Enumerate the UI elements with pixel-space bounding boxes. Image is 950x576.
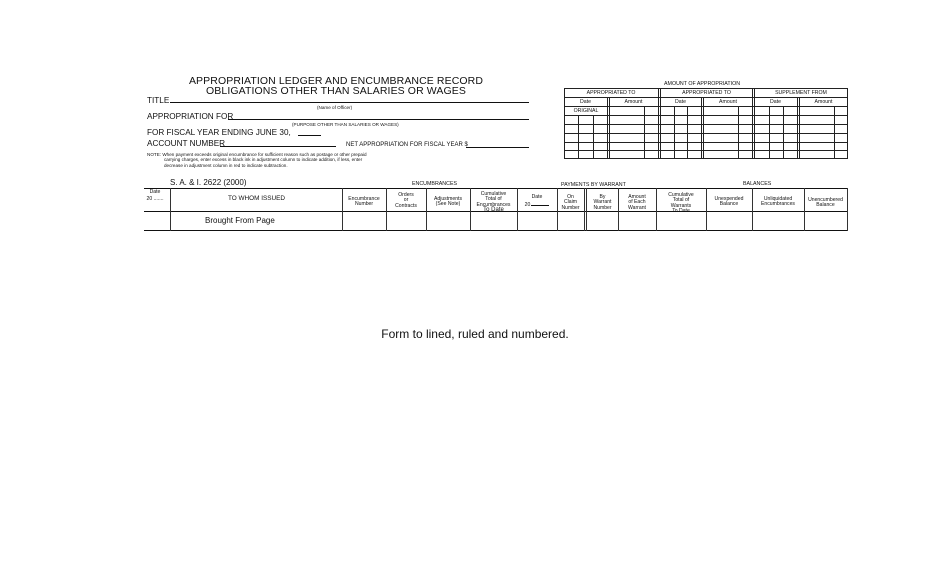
col-rule bbox=[804, 188, 805, 231]
col-header-to-whom-issued: TO WHOM ISSUED bbox=[227, 195, 286, 202]
section-encumbrances: ENCUMBRANCES bbox=[412, 181, 458, 187]
form-code: S. A. & I. 2622 (2000) bbox=[170, 178, 247, 187]
col-header-unliq-l2: Encumbrances bbox=[761, 201, 795, 208]
ledger-row-rule bbox=[144, 230, 848, 231]
col-header-claim-l2: Claim bbox=[563, 199, 578, 206]
col-header-orders-l3: Contracts bbox=[395, 202, 417, 209]
col-header-claim-number bbox=[557, 195, 584, 211]
appropriation-box bbox=[564, 88, 848, 159]
col-header-cumwar-l2: Total of bbox=[672, 197, 690, 204]
col-header-encumbrance-l1: Encumbrance bbox=[348, 196, 380, 202]
col-header-pdate-l2 bbox=[517, 203, 557, 208]
col-header-encumbrance-number bbox=[342, 197, 386, 208]
appropriation-box-title: AMOUNT OF APPROPRIATION bbox=[664, 81, 741, 87]
col-header-unliquidated-encumbrances bbox=[752, 197, 804, 208]
col-header-unexpended-balance bbox=[706, 197, 752, 208]
col-header-warrant-l1: By bbox=[599, 194, 606, 200]
fiscal-year-field-line[interactable] bbox=[298, 135, 321, 136]
col-header-pdate-l1: Date bbox=[531, 194, 543, 200]
col-header-warrant-number bbox=[587, 195, 618, 211]
col-header-orders-contracts bbox=[386, 193, 426, 209]
col-header-cumenc-l4: To Date bbox=[483, 206, 504, 213]
footer-note: Form to lined, ruled and numbered. bbox=[381, 327, 569, 341]
col-rule bbox=[847, 188, 848, 231]
appr-amount-3: Amount bbox=[814, 99, 833, 105]
col-header-cumulative-warrants bbox=[656, 193, 706, 214]
col-header-unexp-l2: Balance bbox=[719, 201, 739, 208]
form-title-line1: APPROPRIATION LEDGER AND ENCUMBRANCE RECORD bbox=[188, 75, 484, 87]
appr-original-label: ORIGINAL bbox=[565, 108, 607, 114]
col-header-cumenc-l1: Cumulative bbox=[480, 191, 507, 197]
appr-date-2: Date bbox=[675, 99, 686, 105]
appropriation-for-label: APPROPRIATION FOR bbox=[147, 112, 234, 121]
col-header-amount-l1: Amount bbox=[628, 194, 646, 200]
brought-from-page: Brought From Page bbox=[205, 216, 275, 225]
purpose-caption: (PURPOSE OTHER THAN SALARIES OR WAGES) bbox=[292, 122, 399, 127]
account-number-label: ACCOUNT NUMBER bbox=[147, 139, 226, 148]
col-header-orders-l2: or bbox=[403, 197, 409, 204]
appr-amount-2: Amount bbox=[719, 99, 737, 105]
net-appropriation-field-line[interactable] bbox=[466, 147, 529, 148]
title-field-line[interactable] bbox=[170, 102, 529, 103]
note-text bbox=[147, 152, 447, 168]
col-rule bbox=[342, 188, 343, 231]
col-header-encumbrance-l2: Number bbox=[354, 201, 374, 208]
name-of-officer-caption: (Name of Officer) bbox=[317, 105, 353, 110]
col-header-adjustments bbox=[426, 197, 470, 208]
col-header-cumulative-encumbrances bbox=[470, 192, 517, 213]
col-header-orders-l1: Orders bbox=[398, 192, 414, 198]
appr-amount-1: Amount bbox=[624, 99, 643, 105]
col-header-unliq-l1: Unliquidated bbox=[763, 196, 793, 202]
col-rule bbox=[706, 188, 707, 231]
col-header-cumenc-l3: Encumbrances bbox=[476, 201, 511, 208]
appr-group-3-header: SUPPLEMENT FROM bbox=[775, 90, 827, 96]
title-label: TITLE bbox=[147, 96, 170, 105]
net-appropriation-label: NET APPROPRIATION FOR FISCAL YEAR $ bbox=[346, 142, 468, 148]
col-header-unencumbered-balance bbox=[804, 198, 847, 209]
col-rule bbox=[170, 188, 171, 231]
appr-date-3: Date bbox=[770, 99, 781, 105]
col-header-cumwar-l4: To Date bbox=[672, 207, 690, 214]
col-header-date-l1: Date bbox=[149, 189, 161, 195]
account-number-field-line[interactable] bbox=[220, 146, 336, 147]
col-rule bbox=[584, 188, 585, 231]
col-header-warrant-l3: Number bbox=[593, 204, 612, 211]
col-header-date-l2: 20 ....... bbox=[146, 196, 164, 203]
col-rule bbox=[752, 188, 753, 231]
col-header-claim-l1: On bbox=[567, 194, 574, 200]
appropriation-for-field-line[interactable] bbox=[228, 119, 529, 120]
col-header-pdate-year: 20 bbox=[524, 202, 531, 209]
note-line-2: carrying charges, enter excess in black ink in adjustment column to indicate addition, if less, enter bbox=[164, 157, 363, 163]
note-line-3: decrease in adjustment column in red to indicate subtraction. bbox=[164, 162, 288, 168]
form-title-line2: OBLIGATIONS OTHER THAN SALARIES OR WAGES bbox=[206, 85, 466, 97]
col-header-amount-l2: of Each bbox=[628, 199, 646, 206]
col-header-claim-l3: Number bbox=[561, 204, 580, 211]
section-payments-by-warrant: PAYMENTS BY WARRANT bbox=[561, 182, 626, 188]
col-header-date bbox=[144, 190, 166, 203]
col-header-unenc-l1: Unencumbered bbox=[808, 197, 843, 203]
fiscal-year-label: FOR FISCAL YEAR ENDING JUNE 30, bbox=[147, 128, 291, 137]
section-balances: BALANCES bbox=[743, 181, 772, 187]
ledger-top-rule bbox=[144, 188, 848, 189]
col-header-cumwar-l1: Cumulative bbox=[668, 192, 694, 198]
col-header-unenc-l2: Balance bbox=[816, 202, 835, 209]
note-line-1: NOTE: When payment exceeds original encumbrance for sufficient reason such as postage or other prepaid bbox=[147, 152, 367, 157]
appr-group-1-header: APPROPRIATED TO bbox=[586, 90, 636, 96]
col-header-cumwar-l3: Warrants bbox=[670, 202, 692, 209]
col-rule bbox=[426, 188, 427, 231]
col-header-unexp-l1: Unexpended bbox=[714, 196, 744, 202]
appr-group-2-header: APPROPRIATED TO bbox=[682, 90, 731, 96]
col-header-payment-date bbox=[517, 195, 557, 209]
col-header-warrant-l2: Warrant bbox=[593, 199, 612, 206]
col-header-adjust-l1: Adjustments bbox=[433, 196, 463, 202]
col-header-amount-each-warrant bbox=[618, 195, 656, 211]
col-header-adjust-l2: (See Note) bbox=[435, 201, 461, 208]
form-title bbox=[186, 76, 486, 96]
col-header-amount-l3: Warrant bbox=[628, 204, 646, 211]
appr-date-1: Date bbox=[580, 99, 591, 105]
col-header-cumenc-l2: Total of bbox=[485, 196, 502, 203]
